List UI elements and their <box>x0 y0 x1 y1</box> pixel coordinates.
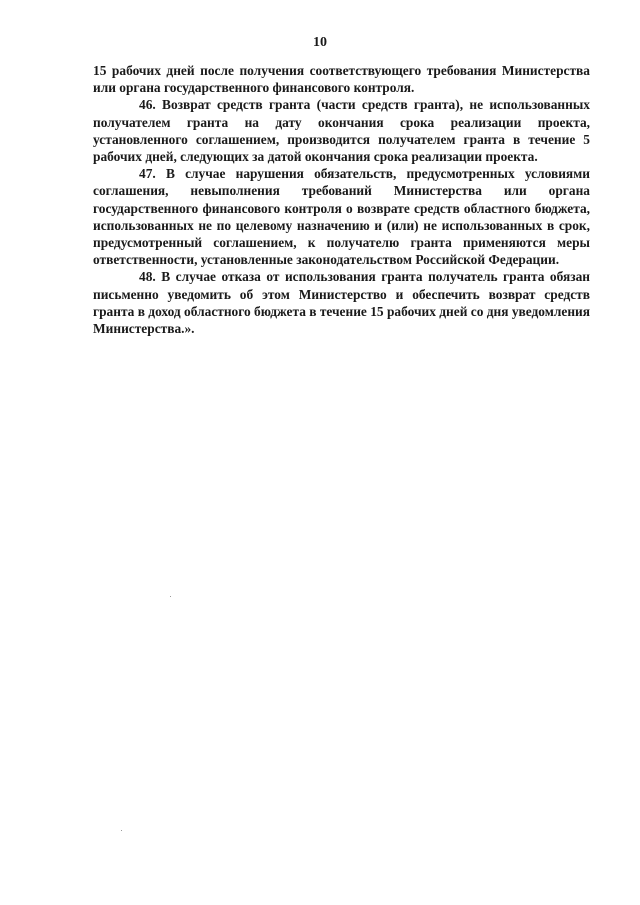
scan-speck <box>170 596 171 597</box>
paragraph-47: 47. В случае нарушения обязательств, предусмотренных условиями соглашения, невыполнения требований Министерства или органа государственного финансового контроля о возврате средств областного бюджета, использованных не по целевому назначению и (или) не использованных в срок, предусмотренный соглашением, к получателю гранта применяются меры ответственности, установленные законодательством Российской Федерации. <box>93 166 590 268</box>
scan-speck <box>121 830 122 831</box>
paragraph-48: 48. В случае отказа от использования гранта получатель гранта обязан письменно уведомить об этом Министерство и обеспечить возврат средств гранта в доход областного бюджета в течение 15 рабочих дней со дня уведомления Министерства.». <box>93 269 591 337</box>
document-body <box>93 62 590 337</box>
paragraph-continuation: 15 рабочих дней после получения соответствующего требования Министерства или органа государственного финансового контроля. <box>93 63 590 96</box>
page-number: 10 <box>313 35 327 50</box>
paragraph-46: 46. Возврат средств гранта (части средств гранта), не использованных получателем гранта на дату окончания срока реализации проекта, установленного соглашением, производится получателем гранта в течение 5 рабочих дней, следующих за датой окончания срока реализации проекта. <box>93 97 590 165</box>
